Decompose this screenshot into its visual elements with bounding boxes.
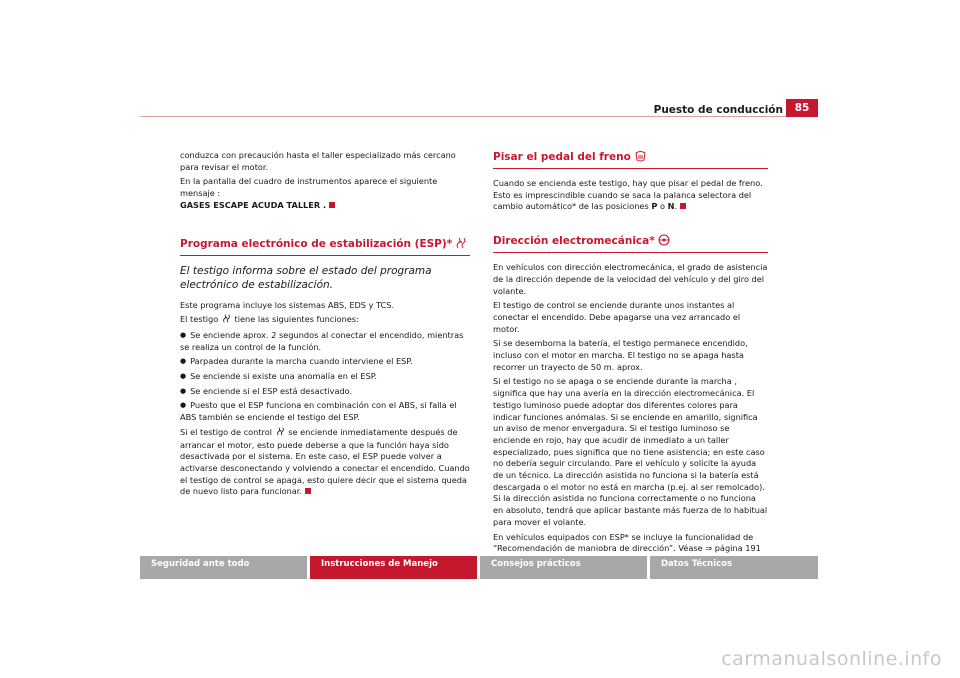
brake-heading-text: Pisar el pedal del freno xyxy=(493,151,631,163)
esp-subtitle: El testigo informa sobre el estado del programa electrónico de estabilización. xyxy=(180,264,432,291)
esp-warning-icon xyxy=(276,427,285,440)
left-column xyxy=(180,150,470,501)
steering-heading xyxy=(493,234,768,253)
esp-warning-icon xyxy=(222,314,231,327)
brake-connector: o xyxy=(659,201,665,212)
list-item: ● Se enciende aprox. 2 segundos al conectar el encendido, mientras se realiza un control de la función. xyxy=(180,330,470,353)
gear-p: P xyxy=(651,201,658,212)
end-of-section-mark xyxy=(305,488,311,494)
esp-p2-text-b: tiene las siguientes funciones: xyxy=(234,314,359,325)
gear-n: N xyxy=(667,201,675,212)
header-rule xyxy=(140,116,818,117)
esp-paragraph-2 xyxy=(180,314,470,327)
footer-tab-datos[interactable]: Datos Técnicos xyxy=(650,556,818,579)
right-column xyxy=(493,150,768,570)
intro-text: En la pantalla del cuadro de instrumentos aparece el siguiente mensaje : xyxy=(180,176,438,199)
list-item: ● Se enciende si existe una anomalía en el ESP. xyxy=(180,371,470,383)
brake-pedal-icon xyxy=(634,150,647,166)
brake-period: . xyxy=(674,201,678,212)
list-item: ● Se enciende si el ESP está desactivado. xyxy=(180,386,470,398)
brake-text: Cuando se encienda este testigo, hay que pisar el pedal de freno. Esto es imprescindible cuando se saca la palanca selectora del cambio automático* de las posiciones xyxy=(493,178,763,212)
steering-paragraph-4: Si el testigo no se apaga o se enciende durante la marcha , significa que hay una avería en la dirección electromecánica. El testigo luminoso puede adoptar dos diferentes colores para indicar funciones anómalas. Si se enciende en amarillo, significa un aviso de menor envergadura. Si el testigo luminoso se enciende en rojo, hay que acudir de inmediato a un taller especializado, pues significa que no tiene asistencia; en este caso no debería seguir circulando. Pare el vehículo y solicite la ayuda de un técnico. La dirección asistida no funciona si la batería está descargada o el motor no está en marcha (p.ej. al ser remolcado). Si la dirección asistida no funciona correctamente o no funciona en absoluto, tendrá que aplicar bastante más fuerza de lo habitual para mover el volante. xyxy=(493,376,768,527)
steering-heading-text: Dirección electromecánica* xyxy=(493,235,655,248)
page-title: Puesto de conducción xyxy=(653,104,783,116)
esp-paragraph-3 xyxy=(180,427,470,498)
esp-paragraph-1: Este programa incluye los sistemas ABS, EDS y TCS. xyxy=(180,299,395,310)
steering-p5-text: En vehículos equipados con ESP* se incluye la funcionalidad de “Recomendación de maniobra de dirección”. Véase ⇒ página 191 xyxy=(493,531,761,554)
end-of-section-mark xyxy=(680,203,686,209)
steering-warning-icon xyxy=(658,234,670,250)
list-item: ● Puesto que el ESP funciona en combinación con el ABS, si falla el ABS también se enciende el testigo del ESP. xyxy=(180,400,470,423)
esp-warning-icon xyxy=(455,237,467,253)
intro-paragraph-2 xyxy=(180,176,470,211)
page-number-badge: 85 xyxy=(786,99,818,117)
footer-tab-consejos[interactable]: Consejos prácticos xyxy=(480,556,647,579)
watermark: carmanualsonline.info xyxy=(721,648,942,670)
list-item: ● Parpadea durante la marcha cuando interviene el ESP. xyxy=(180,356,470,368)
brake-heading xyxy=(493,150,768,169)
esp-p2-text-a: El testigo xyxy=(180,314,219,325)
display-message: GASES ESCAPE ACUDA TALLER . xyxy=(180,199,327,210)
steering-paragraph-1: En vehículos con dirección electromecánica, el grado de asistencia de la dirección depende de la velocidad del vehículo y del giro del volante. xyxy=(493,262,768,296)
end-of-section-mark xyxy=(329,202,335,208)
footer-tab-seguridad[interactable]: Seguridad ante todo xyxy=(140,556,307,579)
esp-p3-text-b: se enciende inmediatamente después de arrancar el motor, esto puede deberse a que la función haya sido desactivada por el sistema. En este caso, el ESP puede volver a activarse desconectando y volviendo a conectar el encendido. Cuando el testigo de control se apaga, esto quiere decir que el sistema queda de nuevo listo para funcionar. xyxy=(180,426,470,497)
esp-heading-text: Programa electrónico de estabilización (ESP)* xyxy=(180,237,453,250)
brake-paragraph xyxy=(493,178,768,213)
footer-tab-instrucciones[interactable]: Instrucciones de Manejo xyxy=(310,556,477,579)
steering-paragraph-2: El testigo de control se enciende durante unos instantes al conectar el encendido. Debe apagarse una vez arrancado el motor. xyxy=(493,300,741,334)
esp-p3-text-a: Si el testigo de control xyxy=(180,426,273,437)
esp-heading xyxy=(180,237,470,256)
steering-paragraph-3: Si se desemborna la batería, el testigo permanece encendido, incluso con el motor en marcha. El testigo no se apaga hasta recorrer un trayecto de 50 m. aprox. xyxy=(493,338,748,372)
intro-paragraph: conduzca con precaución hasta el taller especializado más cercano para revisar el motor. xyxy=(180,150,456,172)
